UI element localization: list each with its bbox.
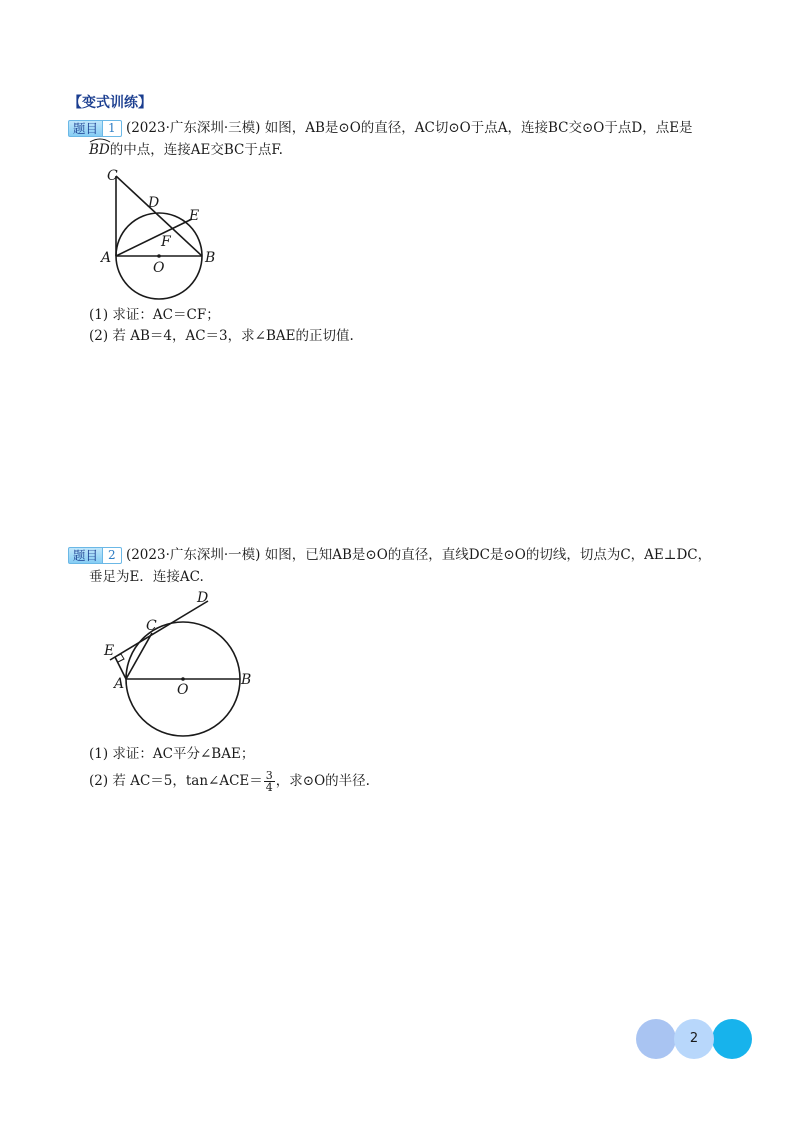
label-c: C (107, 168, 118, 184)
problem-2-question-2: (2) 若 AC＝5，tan∠ACE＝ $\frac{3}{4}$ ，求⊙O的半径. (89, 769, 370, 794)
problem-2-question-1: (1) 求证：AC平分∠BAE； (89, 746, 255, 762)
pager-right-circle (712, 1019, 752, 1059)
fraction-3-4: $\frac{3}{4}$ (265, 769, 273, 794)
center-point (157, 254, 161, 258)
label-d: D (148, 195, 160, 211)
problem-2-line-1 (68, 545, 711, 565)
label-d: D (197, 590, 209, 606)
section-title: 【变式训练】 (68, 95, 152, 111)
figure-1 (98, 164, 228, 304)
center-point (181, 677, 185, 681)
label-b: B (205, 250, 216, 266)
problem-1-source: (2023·广东深圳·三模) (125, 120, 261, 136)
label-c: C (146, 618, 157, 634)
problem-2-line-2: 垂足为E．连接AC. (89, 569, 204, 585)
problem-2-source: (2023·广东深圳·一模) (125, 547, 261, 563)
problem-1-text-2: 的中点，连接AE交BC于点F. (109, 142, 283, 158)
problem-1-question-2: (2) 若 AB＝4，AC＝3，求∠BAE的正切值. (89, 328, 354, 344)
arc-symbol-icon (89, 137, 111, 143)
problem-1-text-1: 如图，AB是⊙O的直径，AC切⊙O于点A，连接BC交⊙O于点D，点E是 (264, 120, 693, 136)
problem-2-text-1: 如图，已知AB是⊙O的直径，直线DC是⊙O的切线，切点为C，AE⊥DC， (264, 547, 712, 563)
tangent-line-dc (110, 601, 208, 660)
problem-1-line-2 (89, 140, 283, 160)
label-e: E (189, 208, 200, 224)
problem-1-line-1 (68, 118, 693, 138)
label-a: A (101, 250, 112, 266)
segment-ae (116, 219, 192, 256)
figure-2 (100, 588, 260, 748)
problem-2-badge: 题目 2 (68, 547, 122, 564)
label-o: O (153, 260, 165, 276)
label-o: O (177, 682, 189, 698)
page-number: 2 (674, 1019, 714, 1059)
segment-ac (126, 633, 152, 679)
arc-bd-label: BD (89, 140, 110, 160)
problem-1-badge: 题目 1 (68, 120, 122, 137)
problem-1-question-1: (1) 求证：AC＝CF； (89, 307, 220, 323)
label-a: A (114, 676, 125, 692)
pager-left-circle (636, 1019, 676, 1059)
page-indicator (636, 1019, 752, 1059)
label-e: E (104, 643, 115, 659)
label-b: B (241, 672, 252, 688)
label-f: F (161, 234, 171, 250)
